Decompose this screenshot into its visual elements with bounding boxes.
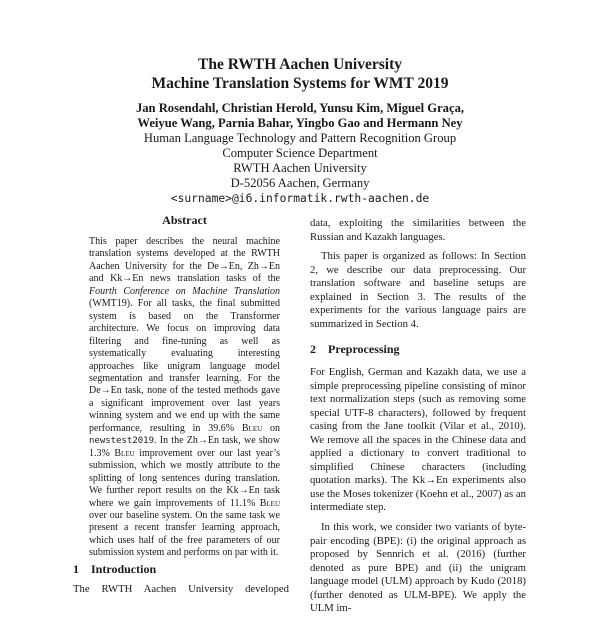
section-1-heading bbox=[73, 562, 156, 576]
abstract-text-3: on bbox=[262, 422, 280, 434]
contact-email: <surname>@i6.informatik.rwth-aachen.de bbox=[170, 192, 430, 205]
right-column-intro bbox=[310, 217, 526, 337]
conference-name: Fourth Conference on Machine Translation bbox=[89, 285, 280, 297]
test-set-name: newstest2019 bbox=[89, 436, 155, 447]
affiliation-department: Computer Science Department bbox=[222, 146, 378, 160]
paper-title-line-2: Machine Translation Systems for WMT 2019 bbox=[151, 75, 449, 92]
paper-title-line-1: The RWTH Aachen University bbox=[198, 56, 402, 73]
paragraph: This paper is organized as follows: In Section 2, we describe our data preprocessing. Our translation software and baseline setups are explained in Section 3. The results of the experiments for the various language pairs are summarized in Section 4. bbox=[310, 250, 526, 330]
bleu-metric: Bleu bbox=[259, 497, 280, 509]
affiliation-group: Human Language Technology and Pattern Recognition Group bbox=[143, 131, 457, 145]
abstract-text-6: over our baseline system. On the same task we present a recent transfer learning approach, which uses half of the free parameters of our submission system and performs on par with it. bbox=[89, 509, 280, 559]
paragraph: In this work, we consider two variants of byte-pair encoding (BPE): (i) the original approach as proposed by Sennrich et al. (2016) (further denoted as pure BPE) and (ii) the unigram language model (ULM) approach by Kudo (2018) (further denoted as ULM-BPE). We apply the ULM im- bbox=[310, 521, 526, 615]
abstract-paragraph bbox=[89, 236, 280, 560]
abstract-text-4: . In the Zh→En task, we show 1.3% bbox=[89, 435, 280, 459]
paragraph: For English, German and Kazakh data, we use a simple preprocessing pipeline consisting of minor text normalization steps (such as removing some special UTF-8 characters), followed by frequent casing from the Jane toolkit (Vilar et al., 2010). We remove all the spaces in the Chinese data and applied a dictionary to convert traditional to simplified Chinese characters (including quotation marks). The Kk→En experiments also use the Moses tokenizer (Koehn et al., 2007) as an intermediate step. bbox=[310, 366, 526, 514]
affiliation-email-row bbox=[0, 191, 600, 206]
bleu-metric: Bleu bbox=[114, 447, 135, 459]
abstract-heading: Abstract bbox=[162, 213, 207, 227]
bleu-metric: Bleu bbox=[241, 422, 263, 434]
authors-line-1: Jan Rosendahl, Christian Herold, Yunsu Kim, Miguel Graça, bbox=[135, 101, 465, 115]
abstract-text-2: (WMT19). For all tasks, the final submitted system is based on the Transformer architecture. We focus on improving data filtering and fine-tuning as well as systematically evaluating interesting approaches like unigram language model segmentation and transfer learning. For the De→En task, none of the tested methods gave a significant improvement over last years winning system and we end up with the same performance, resulting in 39.6% bbox=[89, 298, 280, 434]
abstract-text-1: This paper describes the neural machine translation systems developed at the RWTH Aachen University for the De→En, Zh→En and Kk→En news translation tasks of the bbox=[89, 236, 280, 285]
section-number: 2 bbox=[310, 342, 316, 356]
abstract-body bbox=[89, 236, 280, 560]
section-2-body bbox=[310, 366, 526, 622]
affiliation-address: D-52056 Aachen, Germany bbox=[230, 176, 370, 190]
section-title: Preprocessing bbox=[328, 342, 400, 356]
authors-line-2: Weiyue Wang, Parnia Bahar, Yingbo Gao and Hermann Ney bbox=[137, 116, 463, 130]
section-2-heading bbox=[310, 342, 400, 356]
affiliation-university: RWTH Aachen University bbox=[233, 161, 367, 175]
abstract-text-5: improvement over our last year’s submission, which we mostly attribute to the splitting of long sentences during translation. We further report results on the Kk→En task where we gain improvements of 11.1% bbox=[89, 447, 280, 509]
section-1-body: The RWTH Aachen University developed bbox=[73, 583, 289, 595]
section-title: Introduction bbox=[91, 562, 157, 576]
section-number: 1 bbox=[73, 562, 79, 576]
paragraph: data, exploiting the similarities between the Russian and Kazakh languages. bbox=[310, 217, 526, 243]
